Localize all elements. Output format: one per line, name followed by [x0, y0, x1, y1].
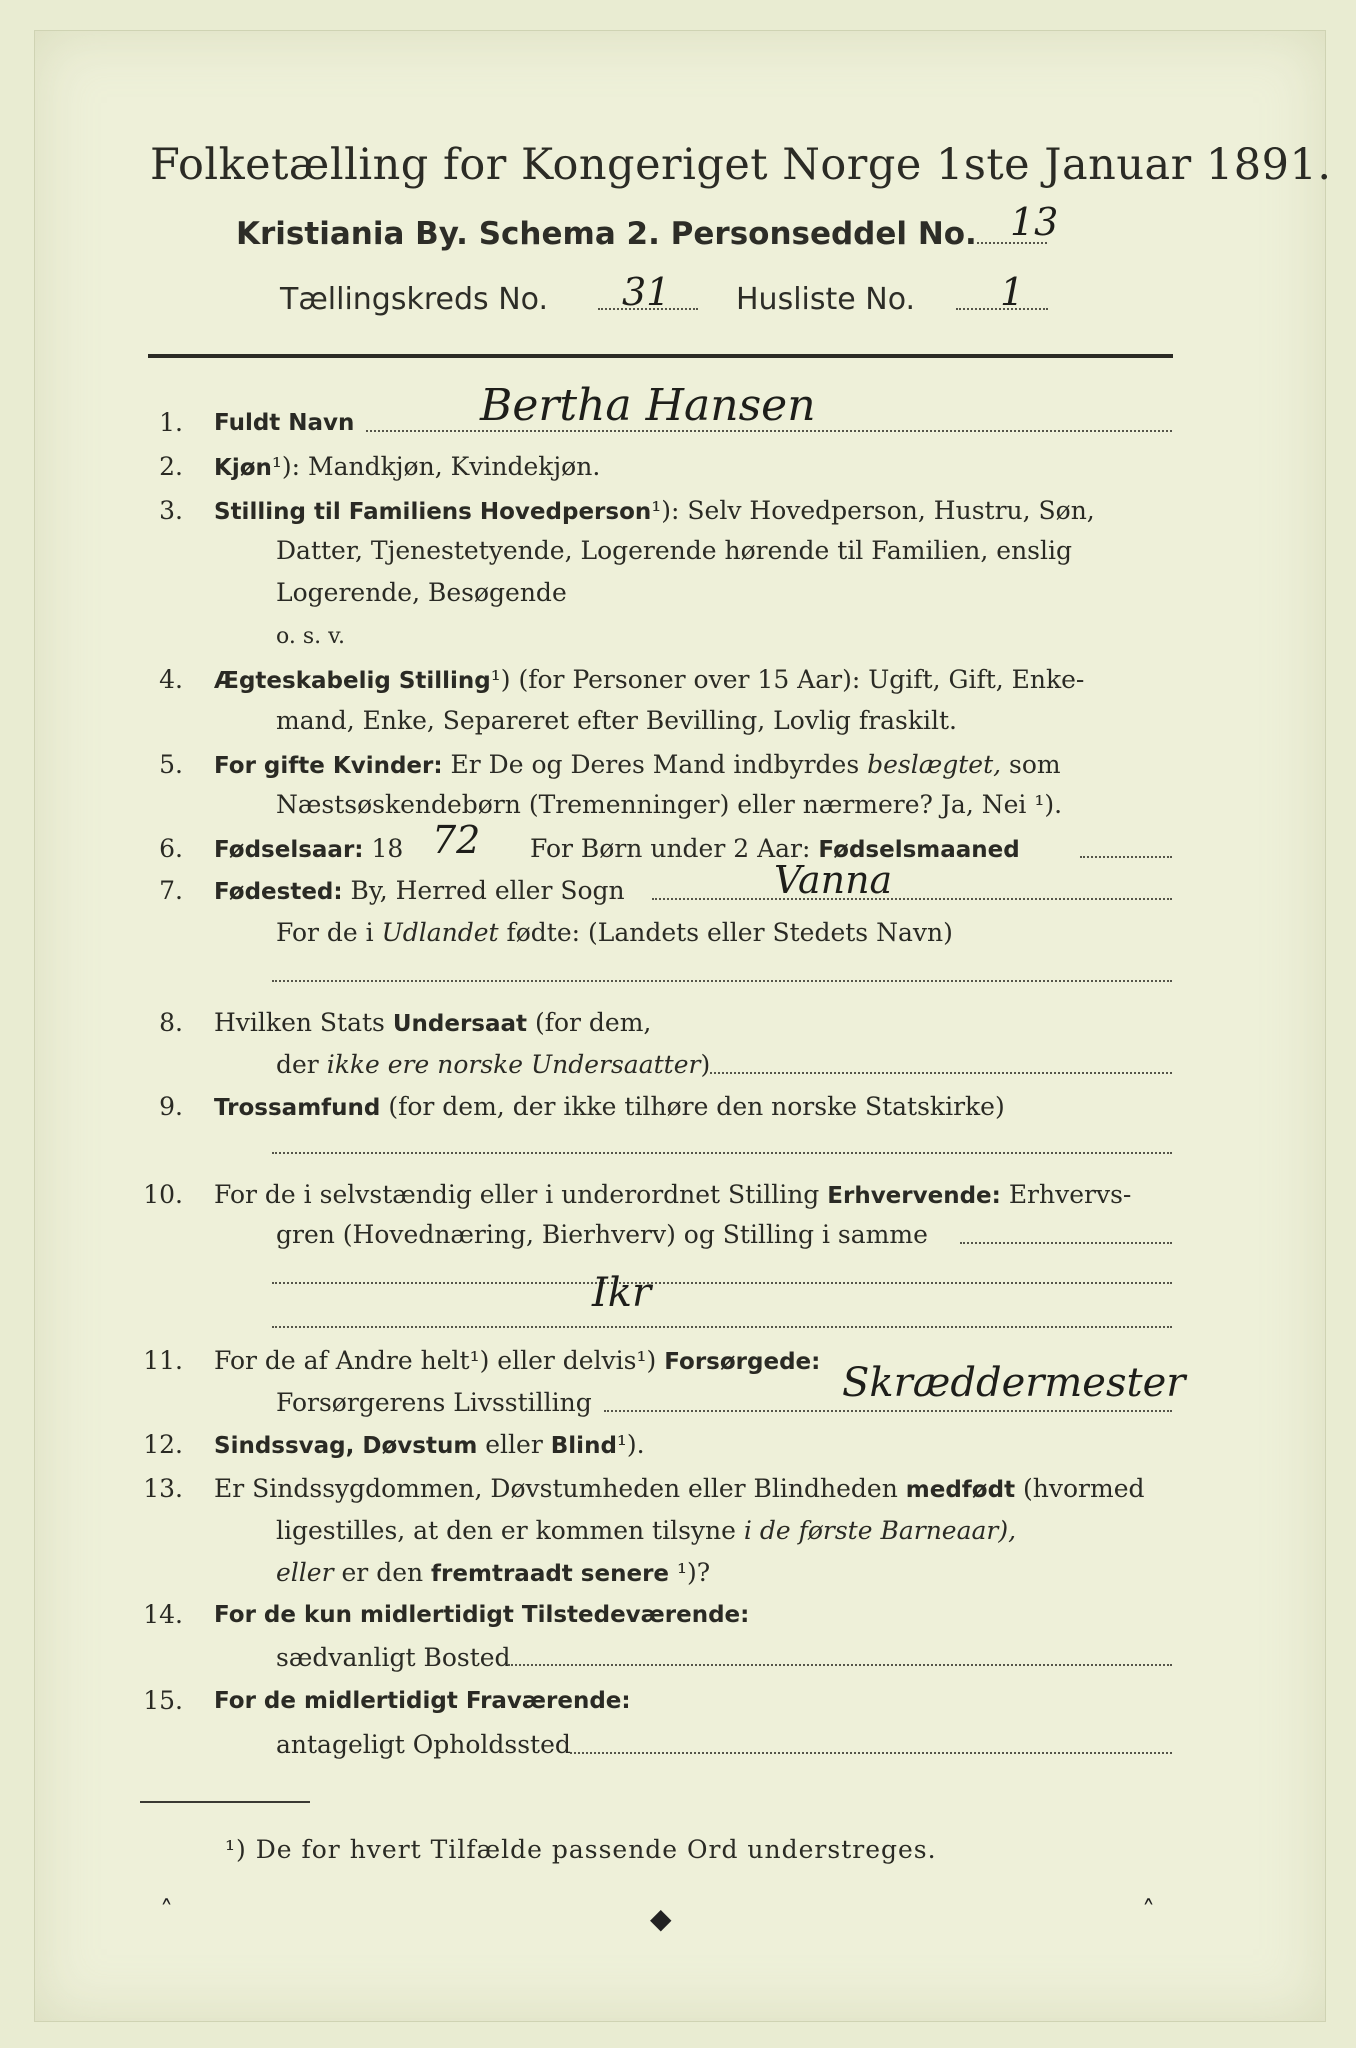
- ink-blot-icon: ◆: [650, 1902, 672, 1935]
- q4-label: Ægteskabelig Stilling: [214, 668, 491, 694]
- q5-text: Er De og Deres Mand indbyrdes: [450, 750, 860, 779]
- q10-blank-line-1: [272, 1282, 1172, 1284]
- footnote-text: ¹) De for hvert Tilfælde passende Ord understreges.: [225, 1835, 937, 1864]
- q2-number: 2.: [159, 452, 183, 481]
- q11-answer-provider: Skræddermester: [842, 1360, 1186, 1406]
- q12-text2: ¹).: [616, 1430, 645, 1459]
- q10-text: For de i selvstændig eller i underordnet Stilling: [214, 1180, 820, 1209]
- q8-line2b: ): [700, 1050, 711, 1079]
- q7-answer-place: Vanna: [774, 858, 893, 902]
- q14-line2: sædvanligt Bosted: [276, 1643, 511, 1672]
- q6-dots: [1080, 856, 1172, 858]
- q13-text2: (hvormed: [1023, 1474, 1145, 1503]
- q13-line2i: i de første Barneaar),: [743, 1516, 1017, 1545]
- q9-text: (for dem, der ikke tilhøre den norske Statskirke): [388, 1092, 1005, 1121]
- q13-number: 13.: [143, 1474, 183, 1503]
- q11-number: 11.: [143, 1346, 183, 1375]
- q15-line2: antageligt Opholdssted: [276, 1730, 571, 1759]
- q6-number: 6.: [159, 834, 183, 863]
- q13-line3c: ¹)?: [676, 1558, 711, 1587]
- form-title: Folketælling for Kongeriget Norge 1ste Januar 1891.: [150, 140, 1332, 190]
- q4-text: ¹) (for Personer over 15 Aar): Ugift, Gift, Enke-: [490, 665, 1085, 694]
- q6-answer-year: 72: [432, 818, 481, 862]
- q13-line3i: eller: [276, 1558, 334, 1587]
- q8-label: Undersaat: [392, 1011, 528, 1037]
- q3-text: ¹): Selv Hovedperson, Hustru, Søn,: [651, 496, 1095, 525]
- q9-blank-line: [272, 1152, 1172, 1154]
- q10-line2: gren (Hovednæring, Bierhverv) og Stilling i samme: [276, 1220, 928, 1249]
- q9-number: 9.: [159, 1092, 183, 1121]
- husliste-label: Husliste No.: [736, 282, 916, 317]
- q7-label: Fødested:: [214, 879, 343, 905]
- q4-line2: mand, Enke, Separeret efter Bevilling, Lovlig fraskilt.: [276, 706, 957, 735]
- q7-line2i: Udlandet: [381, 918, 499, 947]
- q12-number: 12.: [143, 1430, 183, 1459]
- q3-label: Stilling til Familiens Hovedperson: [214, 499, 652, 525]
- registration-mark-right-icon: ˄: [1142, 1896, 1155, 1926]
- q14-label: For de kun midlertidigt Tilstedeværende:: [214, 1602, 750, 1628]
- q15-dots: [570, 1752, 1172, 1754]
- q12-label: Sindssvag, Døvstum: [214, 1433, 478, 1459]
- q6-text: For Børn under 2 Aar:: [530, 834, 811, 863]
- q3-line4: o. s. v.: [276, 624, 345, 649]
- q8-line2i: ikke ere norske Undersaatter: [326, 1050, 701, 1079]
- q6-label2: Fødselsmaaned: [818, 837, 1020, 863]
- q5-italic: beslægtet,: [867, 750, 1002, 779]
- q3-line2: Datter, Tjenestetyende, Logerende hørende til Familien, enslig: [276, 536, 1073, 565]
- q15-number: 15.: [143, 1686, 183, 1715]
- q7-blank-line: [272, 980, 1172, 982]
- q9-label: Trossamfund: [214, 1095, 381, 1121]
- q13-line3b: fremtraadt senere: [431, 1561, 670, 1587]
- footnote-rule: [140, 1801, 310, 1803]
- q10-blank-line-2: [272, 1326, 1172, 1328]
- q8-text2: (for dem,: [534, 1008, 652, 1037]
- q6-label: Fødselsaar:: [214, 837, 364, 863]
- q12-label2: Blind: [550, 1433, 617, 1459]
- kreds-label: Tællingskreds No.: [280, 282, 548, 317]
- q3-line3: Logerende, Besøgende: [276, 578, 567, 607]
- q5-text-end: som: [1009, 750, 1061, 779]
- q6-prefix: 18: [371, 834, 404, 863]
- q13-text: Er Sindssygdommen, Døvstumheden eller Blindheden: [214, 1474, 898, 1503]
- q2-label: Kjøn: [214, 455, 272, 481]
- q7-number: 7.: [159, 876, 183, 905]
- q10-answer-occupation: Ikr: [592, 1270, 652, 1316]
- q11-line2: Forsørgerens Livsstilling: [276, 1388, 592, 1417]
- q13-label: medfødt: [905, 1477, 1016, 1503]
- q5-number: 5.: [159, 750, 183, 779]
- q10-dots: [960, 1242, 1172, 1244]
- q8-text: Hvilken Stats: [214, 1008, 385, 1037]
- q10-number: 10.: [143, 1180, 183, 1209]
- q11-dots: [604, 1410, 1172, 1412]
- header-rule: [148, 354, 1173, 358]
- q5-label: For gifte Kvinder:: [214, 753, 443, 779]
- q14-number: 14.: [143, 1600, 183, 1629]
- q7-text: By, Herred eller Sogn: [350, 876, 625, 905]
- q1-answer-name: Bertha Hansen: [480, 380, 816, 431]
- schema-label: Kristiania By. Schema 2. Personseddel No.: [236, 216, 977, 252]
- kreds-number: 31: [622, 270, 671, 314]
- q8-dots: [710, 1072, 1172, 1074]
- q14-dots: [508, 1664, 1172, 1666]
- q8-number: 8.: [159, 1008, 183, 1037]
- q7-dots: [652, 898, 1172, 900]
- q11-text: For de af Andre helt¹) eller delvis¹): [214, 1346, 657, 1375]
- schema-line: [236, 216, 1047, 252]
- q3-number: 3.: [159, 496, 183, 525]
- q1-number: 1.: [159, 408, 183, 437]
- q5-line2: Næstsøskendebørn (Tremenninger) eller nærmere? Ja, Nei ¹).: [276, 790, 1063, 819]
- registration-mark-left-icon: ˄: [160, 1896, 173, 1926]
- q15-label: For de midlertidigt Fraværende:: [214, 1688, 631, 1714]
- q7-line2b: fødte: (Landets eller Stedets Navn): [506, 918, 953, 947]
- personseddel-number: 13: [1010, 200, 1059, 244]
- q13-line2a: ligestilles, at den er kommen tilsyne: [276, 1516, 736, 1545]
- q1-label: Fuldt Navn: [214, 410, 355, 436]
- q11-label: Forsørgede:: [664, 1349, 821, 1375]
- q4-number: 4.: [159, 665, 183, 694]
- q10-label: Erhvervende:: [827, 1183, 1001, 1209]
- q2-text: ¹): Mandkjøn, Kvindekjøn.: [271, 452, 601, 481]
- q13-line3a: er den: [341, 1558, 424, 1587]
- q7-line2a: For de i: [276, 918, 374, 947]
- q12-text: eller: [485, 1430, 543, 1459]
- husliste-number: 1: [1000, 270, 1025, 314]
- q8-line2a: der: [276, 1050, 319, 1079]
- q10-text2: Erhvervs-: [1008, 1180, 1132, 1209]
